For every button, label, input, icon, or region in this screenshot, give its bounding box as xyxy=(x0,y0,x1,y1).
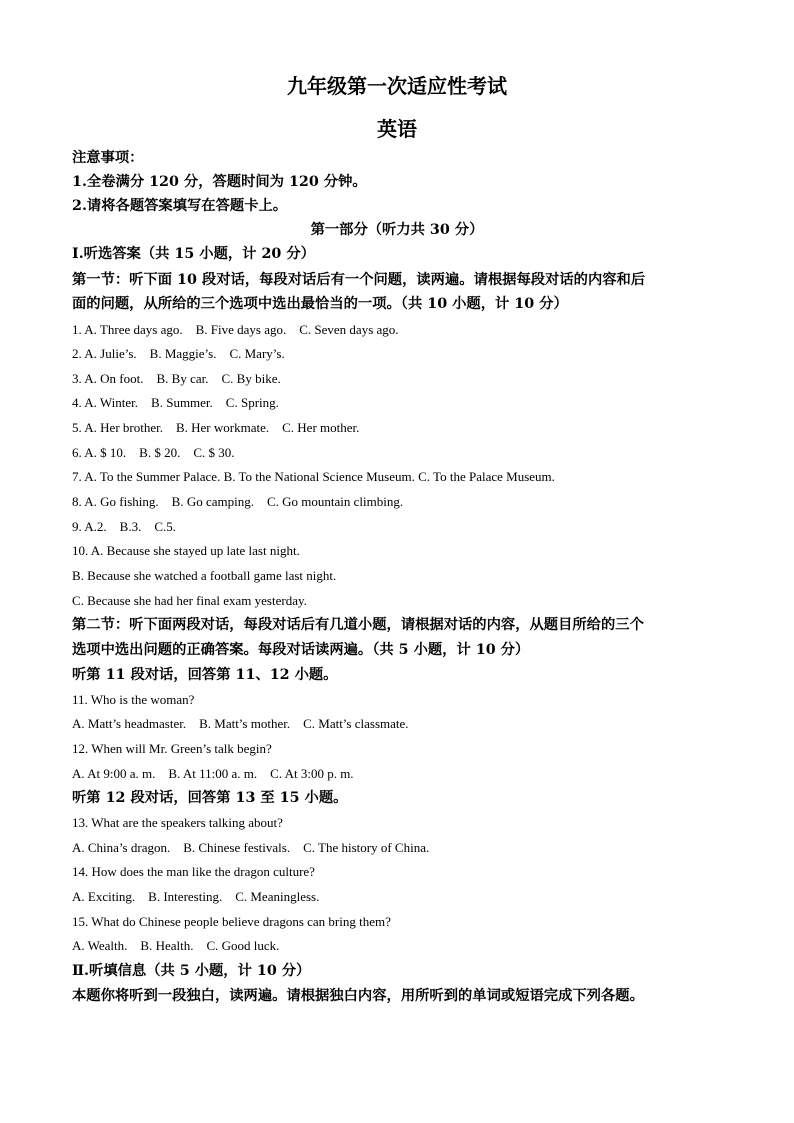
subject-title: 英语 xyxy=(377,117,417,141)
notes-heading: 注意事项： xyxy=(72,150,144,166)
sub1-instruction: 面的问题，从所给的三个选项中选出最恰当的一项。（共 10 小题，计 10 分） xyxy=(72,296,568,312)
question-line: 6. A. $ 10. B. $ 20. C. $ 30. xyxy=(72,445,235,460)
question-line: 11. Who is the woman? xyxy=(72,692,195,707)
section1-title: Ⅰ.听选答案（共 15 小题，计 20 分） xyxy=(72,246,315,262)
question-line: 4. A. Winter. B. Summer. C. Spring. xyxy=(72,395,279,410)
dialogue12-heading: 听第 12 段对话，回答第 13 至 15 小题。 xyxy=(72,790,348,806)
section2-title: Ⅱ.听填信息（共 5 小题，计 10 分） xyxy=(72,963,311,979)
question-line: A. At 9:00 a. m. B. At 11:00 a. m. C. At 3:00 p. m. xyxy=(72,766,354,781)
question-line: 3. A. On foot. B. By car. C. By bike. xyxy=(72,371,281,386)
section2-instruction: 本题你将听到一段独白，读两遍。请根据独白内容，用所听到的单词或短语完成下列各题。 xyxy=(72,988,644,1004)
question-line: 13. What are the speakers talking about? xyxy=(72,815,283,830)
question-line: 2. A. Julie’s. B. Maggie’s. C. Mary’s. xyxy=(72,346,285,361)
question-line: 9. A.2. B.3. C.5. xyxy=(72,519,177,534)
note-item: 2.请将各题答案填写在答题卡上。 xyxy=(72,198,288,214)
sub2-instruction: 第二节：听下面两段对话，每段对话后有几道小题，请根据对话的内容，从题目所给的三个 xyxy=(72,617,644,633)
question-line: B. Because she watched a football game last night. xyxy=(72,568,337,583)
question-line: 12. When will Mr. Green’s talk begin? xyxy=(72,741,272,756)
question-line: 7. A. To the Summer Palace. B. To the National Science Museum. C. To the Palace Museum. xyxy=(72,469,555,484)
note-item: 1.全卷满分 120 分，答题时间为 120 分钟。 xyxy=(72,174,367,190)
question-line: A. Wealth. B. Health. C. Good luck. xyxy=(72,938,280,953)
question-line: 1. A. Three days ago. B. Five days ago. C. Seven days ago. xyxy=(72,322,399,337)
question-line: A. Exciting. B. Interesting. C. Meaningless. xyxy=(72,889,320,904)
question-line: 5. A. Her brother. B. Her workmate. C. Her mother. xyxy=(72,420,360,435)
question-line: 14. How does the man like the dragon culture? xyxy=(72,864,315,879)
dialogue11-heading: 听第 11 段对话，回答第 11、12 小题。 xyxy=(72,667,338,683)
question-line: 10. A. Because she stayed up late last night. xyxy=(72,543,300,558)
question-line: A. Matt’s headmaster. B. Matt’s mother. C. Matt’s classmate. xyxy=(72,716,409,731)
sub1-instruction: 第一节：听下面 10 段对话，每段对话后有一个问题，读两遍。请根据每段对话的内容和后 xyxy=(72,272,646,288)
question-line: 15. What do Chinese people believe dragons can bring them? xyxy=(72,914,391,929)
question-line: C. Because she had her final exam yesterday. xyxy=(72,593,307,608)
exam-title: 九年级第一次适应性考试 xyxy=(287,74,507,98)
sub2-instruction: 选项中选出问题的正确答案。每段对话读两遍。（共 5 小题，计 10 分） xyxy=(72,642,530,658)
part1-title: 第一部分（听力共 30 分） xyxy=(310,222,484,238)
question-line: A. China’s dragon. B. Chinese festivals. C. The history of China. xyxy=(72,840,430,855)
question-line: 8. A. Go fishing. B. Go camping. C. Go mountain climbing. xyxy=(72,494,404,509)
